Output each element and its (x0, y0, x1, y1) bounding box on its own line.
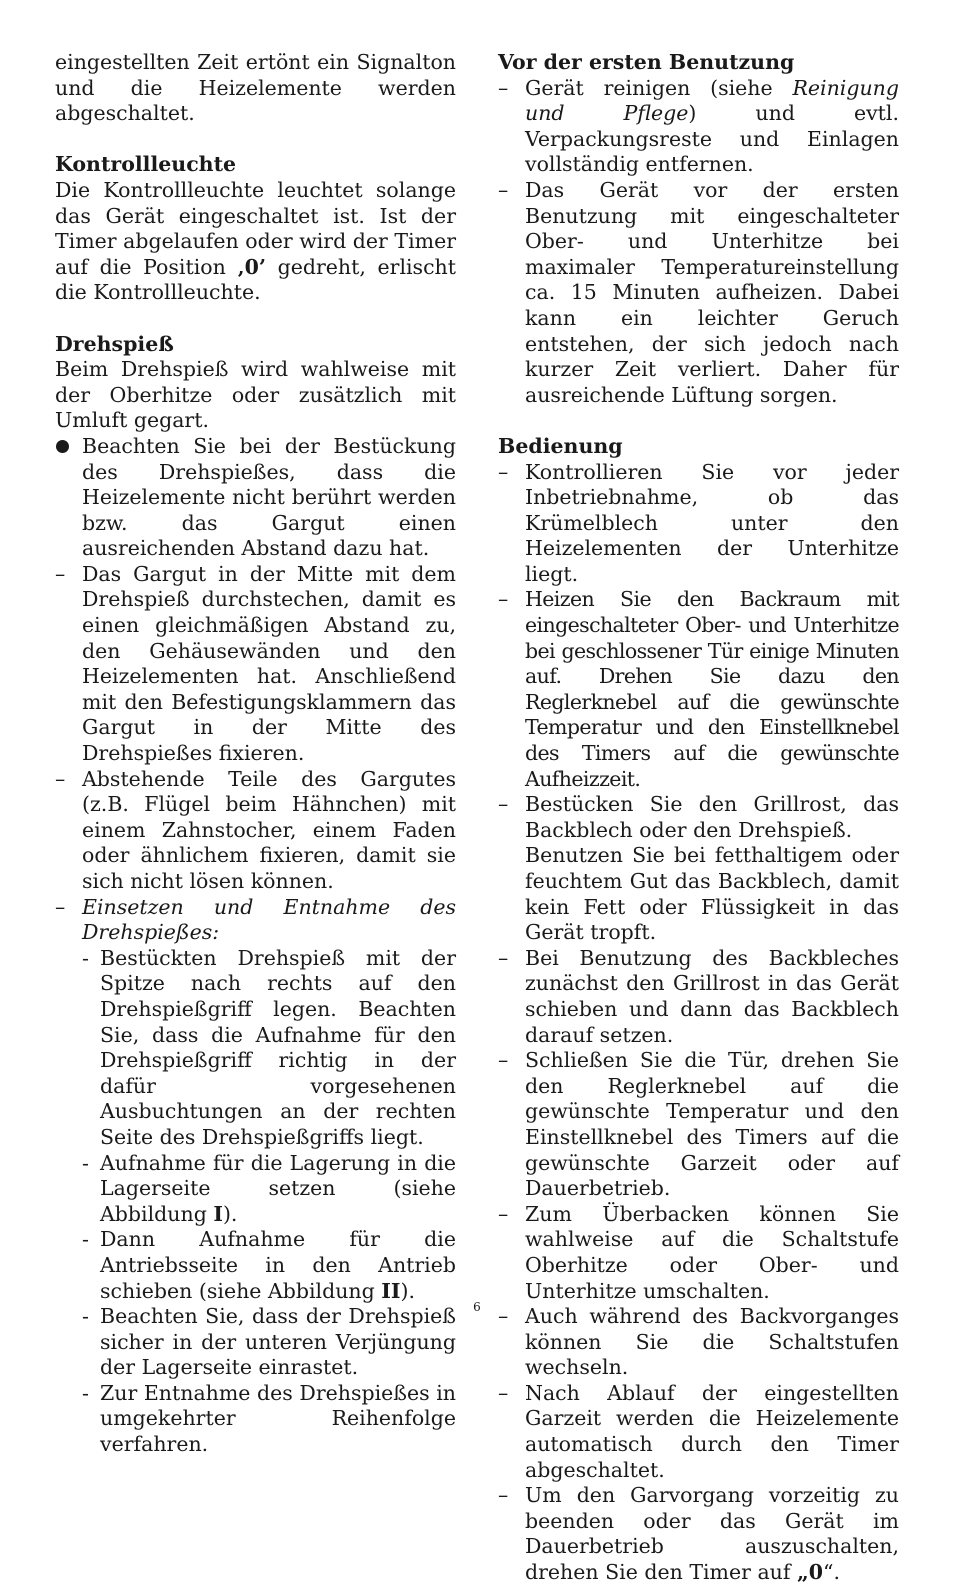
dash-marker: – (498, 1483, 509, 1508)
list-item: – Das Gargut in der Mitte mit dem Drehspieß durchstechen, damit es einen gleichmäßigen Abstand zu, den Gehäusewänden und den Heizelementen hat. Anschließend mit den Befestigungsklammern das Gargut in der Mitte des Drehspießes fixieren. (55, 561, 456, 766)
dash-marker: – (55, 561, 66, 586)
sub-list-item: - Dann Aufnahme für die Antriebsseite in den Antrieb schieben (siehe Abbildung II). (82, 1227, 456, 1303)
sub-list-item: - Bestückten Drehspieß mit der Spitze nach rechts auf den Drehspießgriff legen. Beachten Sie, dass die Aufnahme für den Drehspießgriff richtig in der dafür vorgesehenen Ausbuchtungen an der rechten Seite des Drehspießgriffs liegt. (82, 945, 456, 1149)
list-item: – Auch während des Backvorganges können Sie die Schaltstufen wechseln. (498, 1304, 899, 1380)
heading-kontrollleuchte: Kontrollleuchte (55, 152, 237, 177)
page-number: 6 (473, 1300, 481, 1314)
dash-marker: – (498, 792, 509, 817)
list-item-italic: – Einsetzen und Entnahme des Drehspießes: (55, 894, 456, 945)
heading-bedienung: Bedienung (498, 433, 623, 458)
dash-marker: – (498, 587, 509, 612)
heading-vor-der-ersten-benutzung: Vor der ersten Benutzung (498, 50, 795, 74)
hyphen-marker: - (82, 1380, 89, 1405)
dash-marker: – (498, 1304, 509, 1329)
sub-list-item: - Beachten Sie, dass der Drehspieß sicher in der unteren Verjüngung der Lagerseite einrastet. (82, 1304, 456, 1380)
left-column (55, 50, 456, 1458)
hyphen-marker: - (82, 945, 89, 970)
list-item: – Schließen Sie die Tür, drehen Sie den Reglerknebel auf die gewünschte Temperatur und den Einstellknebel des Timers auf die gewünschte Garzeit oder auf Dauerbetrieb. (498, 1048, 899, 1201)
dash-marker: – (498, 459, 509, 484)
hyphen-marker: - (82, 1227, 89, 1252)
list-item: – Das Gerät vor der ersten Benutzung mit eingeschalteter Ober- und Unterhitze bei maximaler Temperatureinstellung ca. 15 Minuten aufheizen. Dabei kann ein leichter Geruch entstehen, der sich jedoch nach kurzer Zeit verliert. Daher für ausreichende Lüftung sorgen. (498, 177, 899, 407)
dash-marker: – (55, 766, 66, 791)
bullet-item: Beachten Sie bei der Bestückung des Drehspießes, dass die Heizelemente nicht berührt werden bzw. das Gargut einen ausreichenden Abstand dazu hat. (82, 433, 456, 561)
list-item: – Zum Überbacken können Sie wahlweise auf die Schaltstufe Oberhitze oder Ober- und Unterhitze umschalten. (498, 1201, 899, 1303)
hyphen-marker: - (82, 1150, 89, 1175)
intro-paragraph: eingestellten Zeit ertönt ein Signalton und die Heizelemente werden abgeschaltet. (55, 50, 456, 126)
dash-marker: – (498, 1048, 509, 1073)
drehspiess-intro: Beim Drehspieß wird wahlweise mit der Oberhitze oder zusätzlich mit Umluft gegart. (55, 357, 456, 433)
list-item: – Abstehende Teile des Gargutes (z.B. Flügel beim Hähnchen) mit einem Zahnstocher, einem Faden oder ähnlichem fixieren, damit sie sich nicht lösen können. (55, 766, 456, 893)
dash-marker: – (498, 1380, 509, 1405)
dash-marker: – (498, 75, 509, 100)
dash-marker: – (55, 894, 66, 919)
dash-marker: – (498, 177, 509, 202)
list-item: – Kontrollieren Sie vor jeder Inbetriebnahme, ob das Krümelblech unter den Heizelementen der Unterhitze liegt. (498, 459, 899, 586)
dash-marker: – (498, 945, 509, 970)
sub-list-item: - Zur Entnahme des Drehspießes in umgekehrter Reihenfolge verfahren. (82, 1380, 456, 1457)
list-item: – Nach Ablauf der eingestellten Garzeit werden die Heizelemente automatisch durch den Timer abgeschaltet. (498, 1380, 899, 1482)
list-item: – Bestücken Sie den Grillrost, das Backblech oder den Drehspieß. Benutzen Sie bei fetthaltigem oder feuchtem Gut das Backblech, damit kein Fett oder Flüssigkeit in das Gerät tropft. (498, 792, 899, 945)
heading-drehspiess: Drehspieß (55, 331, 174, 356)
list-item: – Bei Benutzung des Backbleches zunächst den Grillrost in das Gerät schieben und dann das Backblech darauf setzen. (498, 945, 899, 1047)
list-item: – Heizen Sie den Backraum mit eingeschalteter Ober- und Unterhitze bei geschlossener Tür einige Minuten auf. Drehen Sie dazu den Reglerknebel auf die gewünschte Temperatur und den Einstellknebel des Timers auf die gewünschte Aufheizzeit. (498, 587, 899, 791)
right-column (498, 50, 899, 1586)
list-item: – Gerät reinigen (siehe Reinigung und Pflege) und evtl. Verpackungsreste und Einlagen vollständig entfernen. (498, 75, 899, 177)
hyphen-marker: - (82, 1304, 89, 1329)
list-item: – Um den Garvorgang vorzeitig zu beenden oder das Gerät im Dauerbetrieb auszuschalten, drehen Sie den Timer auf „0“. (498, 1483, 899, 1585)
sub-list-item: - Aufnahme für die Lagerung in die Lagerseite setzen (siehe Abbildung I). (82, 1150, 456, 1226)
dash-marker: – (498, 1201, 509, 1226)
kontrollleuchte-paragraph: Die Kontrollleuchte leuchtet solange das Gerät eingeschaltet ist. Ist der Timer abgelaufen oder wird der Timer auf die Position ‚0’ gedreht, erlischt die Kontrollleuchte. (55, 177, 456, 305)
